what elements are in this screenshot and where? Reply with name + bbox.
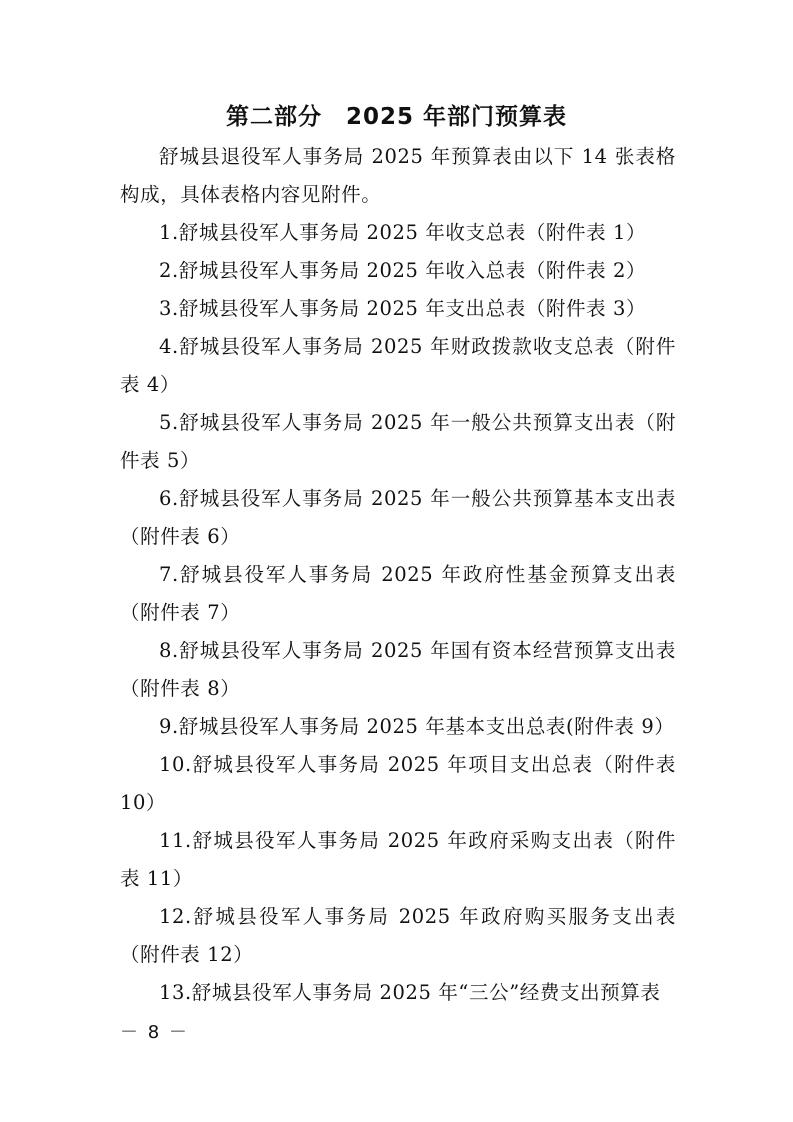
document-body xyxy=(120,138,676,1012)
section-title: 第二部分 2025 年部门预算表 xyxy=(225,104,568,130)
list-item: 7.舒城县役军人事务局 2025 年政府性基金预算支出表（附件表 7） xyxy=(120,563,676,624)
list-item: 12.舒城县役军人事务局 2025 年政府购买服务支出表（附件表 12） xyxy=(120,905,676,966)
list-item: 11.舒城县役军人事务局 2025 年政府采购支出表（附件表 11） xyxy=(120,829,676,890)
list-item: 3.舒城县役军人事务局 2025 年支出总表（附件表 3） xyxy=(159,297,647,320)
list-item: 2.舒城县役军人事务局 2025 年收入总表（附件表 2） xyxy=(159,259,647,282)
list-item: 6.舒城县役军人事务局 2025 年一般公共预算基本支出表（附件表 6） xyxy=(120,487,676,548)
list-item: 10.舒城县役军人事务局 2025 年项目支出总表（附件表 10） xyxy=(120,753,676,814)
intro-paragraph: 舒城县退役军人事务局 2025 年预算表由以下 14 张表格构成，具体表格内容见附件。 xyxy=(120,145,676,206)
list-item: 13.舒城县役军人事务局 2025 年“三公”经费支出预算表 xyxy=(159,981,661,1004)
list-item: 8.舒城县役军人事务局 2025 年国有资本经营预算支出表（附件表 8） xyxy=(120,639,676,700)
list-item: 5.舒城县役军人事务局 2025 年一般公共预算支出表（附件表 5） xyxy=(120,411,676,472)
list-item: 1.舒城县役军人事务局 2025 年收支总表（附件表 1） xyxy=(159,221,647,244)
list-item: 4.舒城县役军人事务局 2025 年财政拨款收支总表（附件表 4） xyxy=(120,335,676,396)
page-number: － 8 － xyxy=(120,1022,189,1043)
list-item: 9.舒城县役军人事务局 2025 年基本支出总表(附件表 9） xyxy=(159,715,675,738)
